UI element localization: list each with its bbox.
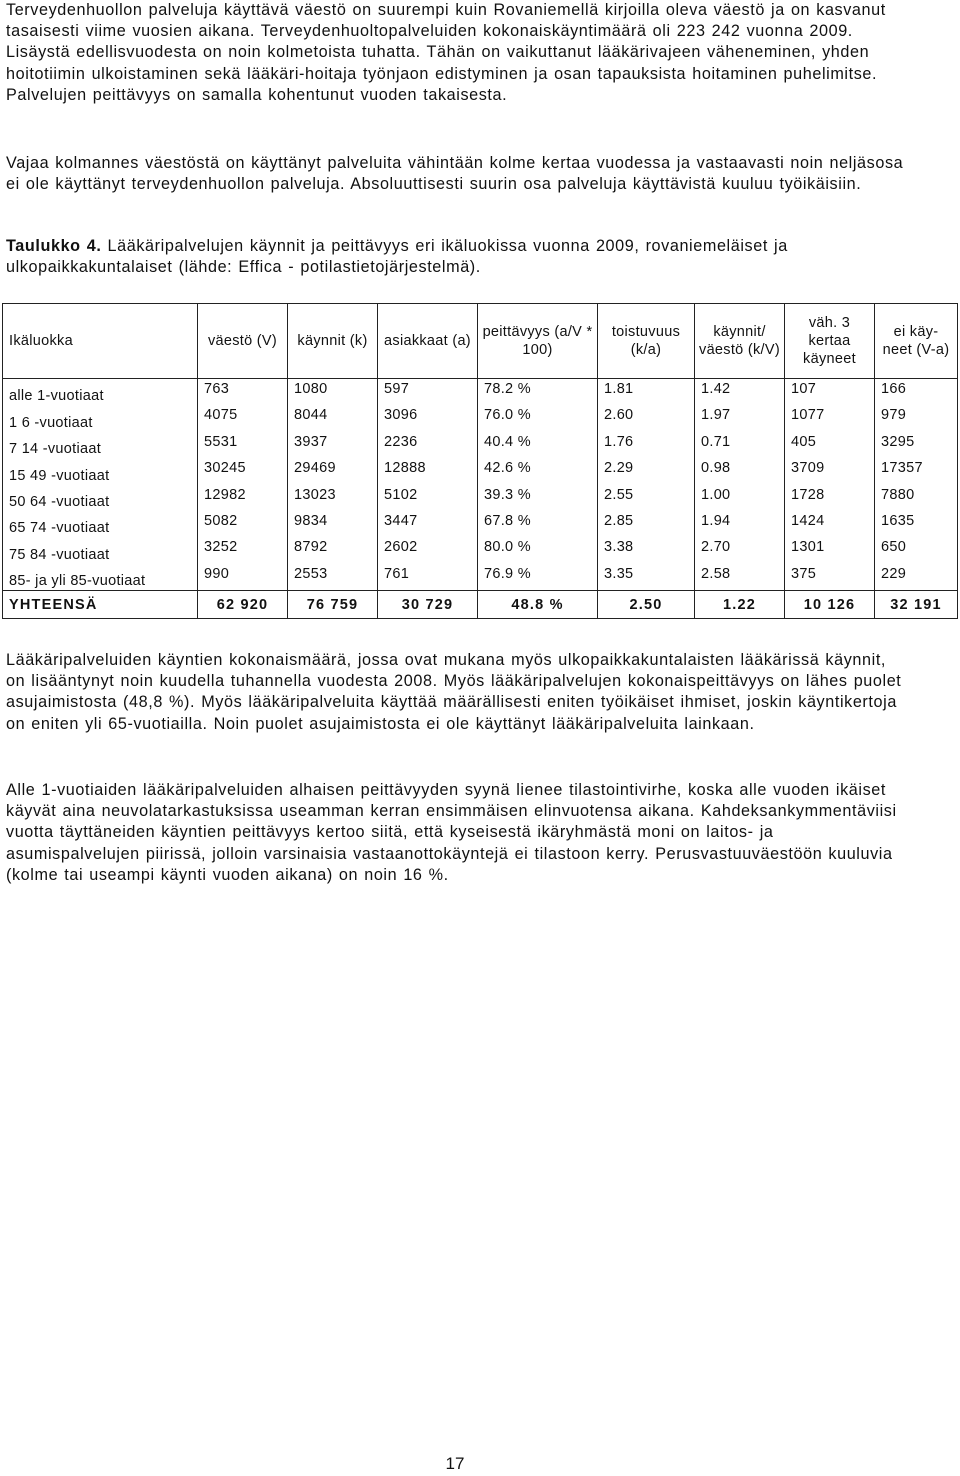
value-cell: 76.9 % bbox=[478, 564, 598, 591]
value-cell: 5102 bbox=[378, 485, 478, 511]
value-cell: 80.0 % bbox=[478, 537, 598, 563]
value-cell: 78.2 % bbox=[478, 379, 598, 406]
column-header: ei käy- neet (V-a) bbox=[875, 304, 958, 379]
table-footer bbox=[3, 591, 958, 619]
value-cell: 12888 bbox=[378, 458, 478, 484]
value-cell: 1080 bbox=[288, 379, 378, 406]
value-cell: 990 bbox=[198, 564, 288, 591]
value-cell: 1635 bbox=[875, 511, 958, 537]
value-cell: 1.81 bbox=[598, 379, 695, 406]
value-cell: 3447 bbox=[378, 511, 478, 537]
value-cell: 1.97 bbox=[695, 405, 785, 431]
value-cell: 67.8 % bbox=[478, 511, 598, 537]
value-cell: 405 bbox=[785, 432, 875, 458]
column-header: käynnit (k) bbox=[288, 304, 378, 379]
age-group-cell: 65 74 -vuotiaat bbox=[3, 511, 198, 537]
value-cell: 8044 bbox=[288, 405, 378, 431]
table-row bbox=[3, 511, 958, 537]
table-row bbox=[3, 432, 958, 458]
page-number: 17 bbox=[445, 1454, 465, 1473]
value-cell: 12982 bbox=[198, 485, 288, 511]
paragraph-infant-coverage: Alle 1-vuotiaiden lääkäripalveluiden alhaisen peittävyyden syynä lienee tilastointivirhe, koska alle vuoden ikäiset käyvät aina neuvolatarkastuksissa useamman kerran ensimmäisen elinvuotensa aikana. Kahdeksankymmentäviisi vuotta täyttäneiden käyntien peittävyys kertoo siitä, että kyseisestä ikäryhmästä moni on laitos- ja asumispalvelujen piirissä, jolloin varsinaisia vastaanottokäyntejä ei tilastoon kerry. Perusvastuuväestöön kuuluvia (kolme tai useampi käynti vuoden aikana) on noin 16 %. bbox=[6, 781, 897, 884]
value-cell: 2.85 bbox=[598, 511, 695, 537]
age-group-cell: 75 84 -vuotiaat bbox=[3, 537, 198, 563]
value-cell: 39.3 % bbox=[478, 485, 598, 511]
value-cell: 166 bbox=[875, 379, 958, 406]
value-cell: 3709 bbox=[785, 458, 875, 484]
age-group-cell: 1 6 -vuotiaat bbox=[3, 405, 198, 431]
value-cell: 1.76 bbox=[598, 432, 695, 458]
value-cell: 2236 bbox=[378, 432, 478, 458]
table-caption-label: Taulukko 4. bbox=[6, 237, 102, 255]
value-cell: 597 bbox=[378, 379, 478, 406]
value-cell: 3096 bbox=[378, 405, 478, 431]
value-cell: 5531 bbox=[198, 432, 288, 458]
table-row bbox=[3, 405, 958, 431]
table-body bbox=[3, 379, 958, 591]
age-group-cell: 50 64 -vuotiaat bbox=[3, 485, 198, 511]
table-row bbox=[3, 537, 958, 563]
value-cell: 2.58 bbox=[695, 564, 785, 591]
value-cell: 30245 bbox=[198, 458, 288, 484]
total-value-cell: 76 759 bbox=[288, 591, 378, 619]
value-cell: 0.71 bbox=[695, 432, 785, 458]
table-caption-text: Lääkäripalvelujen käynnit ja peittävyys eri ikäluokissa vuonna 2009, rovaniemeläiset ja ulkopaikkakuntalaiset (lähde: Effica - potilastietojärjestelmä). bbox=[6, 237, 788, 277]
value-cell: 7880 bbox=[875, 485, 958, 511]
age-group-cell: alle 1-vuotiaat bbox=[3, 379, 198, 406]
paragraph-doctor-visits: Lääkäripalveluiden käyntien kokonaismäärä, jossa ovat mukana myös ulkopaikkakuntalaisten lääkärissä käynnit, on lisääntynyt noin kuudella tuhannella vuodesta 2008. Myös lääkäripalvelujen kokonaispeittävyys on lähes puolet asujaimistosta (48,8 %). Myös lääkäripalveluita käyttää määrällisesti eniten työikäiset ihmiset, joskin käyntikertoja on eniten yli 65-vuotiailla. Noin puolet asujaimistosta ei ole käyttänyt lääkäripalveluita lainkaan. bbox=[6, 651, 902, 733]
value-cell: 761 bbox=[378, 564, 478, 591]
column-header: väestö (V) bbox=[198, 304, 288, 379]
value-cell: 40.4 % bbox=[478, 432, 598, 458]
total-value-cell: 30 729 bbox=[378, 591, 478, 619]
value-cell: 4075 bbox=[198, 405, 288, 431]
total-label-cell: YHTEENSÄ bbox=[3, 591, 198, 619]
value-cell: 1.42 bbox=[695, 379, 785, 406]
value-cell: 3.38 bbox=[598, 537, 695, 563]
column-header: Ikäluokka bbox=[3, 304, 198, 379]
table-caption bbox=[6, 236, 908, 278]
age-group-cell: 85- ja yli 85-vuotiaat bbox=[3, 564, 198, 591]
total-value-cell: 62 920 bbox=[198, 591, 288, 619]
value-cell: 1.00 bbox=[695, 485, 785, 511]
table-header-row bbox=[3, 304, 958, 379]
column-header: asiakkaat (a) bbox=[378, 304, 478, 379]
total-value-cell: 2.50 bbox=[598, 591, 695, 619]
table-row bbox=[3, 485, 958, 511]
value-cell: 2.60 bbox=[598, 405, 695, 431]
value-cell: 2553 bbox=[288, 564, 378, 591]
total-value-cell: 1.22 bbox=[695, 591, 785, 619]
column-header: käynnit/ väestö (k/V) bbox=[695, 304, 785, 379]
total-value-cell: 10 126 bbox=[785, 591, 875, 619]
table-header bbox=[3, 304, 958, 379]
value-cell: 1728 bbox=[785, 485, 875, 511]
value-cell: 0.98 bbox=[695, 458, 785, 484]
paragraph-intro: Terveydenhuollon palveluja käyttävä väestö on suurempi kuin Rovaniemellä kirjoilla oleva väestö ja on kasvanut tasaisesti viime vuosien aikana. Terveydenhuoltopalveluiden kokonaiskäyntimäärä oli 223 242 vuonna 2009. Lisäystä edellisvuodesta on noin kolmetoista tuhatta. Tähän on vaikuttanut lääkärivajeen väheneminen, yhden hoitotiimin ulkoistaminen sekä lääkäri-hoitaja työnjaon edistyminen ja osan tapauksista hoitaminen puhelimitse. Palvelujen peittävyys on samalla kohentunut vuoden takaisesta. bbox=[6, 1, 886, 104]
value-cell: 1424 bbox=[785, 511, 875, 537]
value-cell: 2.29 bbox=[598, 458, 695, 484]
value-cell: 1301 bbox=[785, 537, 875, 563]
value-cell: 9834 bbox=[288, 511, 378, 537]
value-cell: 763 bbox=[198, 379, 288, 406]
column-header: toistuvuus (k/a) bbox=[598, 304, 695, 379]
value-cell: 42.6 % bbox=[478, 458, 598, 484]
value-cell: 76.0 % bbox=[478, 405, 598, 431]
table-row bbox=[3, 564, 958, 591]
table-total-row bbox=[3, 591, 958, 619]
value-cell: 3937 bbox=[288, 432, 378, 458]
paragraph-service-usage: Vajaa kolmannes väestöstä on käyttänyt palveluita vähintään kolme kertaa vuodessa ja vastaavasti noin neljäsosa ei ole käyttänyt terveydenhuollon palveluja. Absoluuttisesti suurin osa palveluja käyttävistä kuuluu työikäisiin. bbox=[6, 154, 904, 194]
value-cell: 17357 bbox=[875, 458, 958, 484]
value-cell: 29469 bbox=[288, 458, 378, 484]
value-cell: 3295 bbox=[875, 432, 958, 458]
value-cell: 107 bbox=[785, 379, 875, 406]
value-cell: 2602 bbox=[378, 537, 478, 563]
table-row bbox=[3, 379, 958, 406]
total-value-cell: 48.8 % bbox=[478, 591, 598, 619]
value-cell: 1077 bbox=[785, 405, 875, 431]
value-cell: 650 bbox=[875, 537, 958, 563]
table-row bbox=[3, 458, 958, 484]
value-cell: 5082 bbox=[198, 511, 288, 537]
value-cell: 3.35 bbox=[598, 564, 695, 591]
value-cell: 2.70 bbox=[695, 537, 785, 563]
value-cell: 375 bbox=[785, 564, 875, 591]
value-cell: 8792 bbox=[288, 537, 378, 563]
total-value-cell: 32 191 bbox=[875, 591, 958, 619]
value-cell: 2.55 bbox=[598, 485, 695, 511]
column-header: väh. 3 kertaa käyneet bbox=[785, 304, 875, 379]
value-cell: 13023 bbox=[288, 485, 378, 511]
column-header: peittävyys (a/V * 100) bbox=[478, 304, 598, 379]
value-cell: 229 bbox=[875, 564, 958, 591]
value-cell: 3252 bbox=[198, 537, 288, 563]
value-cell: 979 bbox=[875, 405, 958, 431]
value-cell: 1.94 bbox=[695, 511, 785, 537]
age-group-cell: 15 49 -vuotiaat bbox=[3, 458, 198, 484]
visits-table bbox=[2, 303, 958, 619]
age-group-cell: 7 14 -vuotiaat bbox=[3, 432, 198, 458]
